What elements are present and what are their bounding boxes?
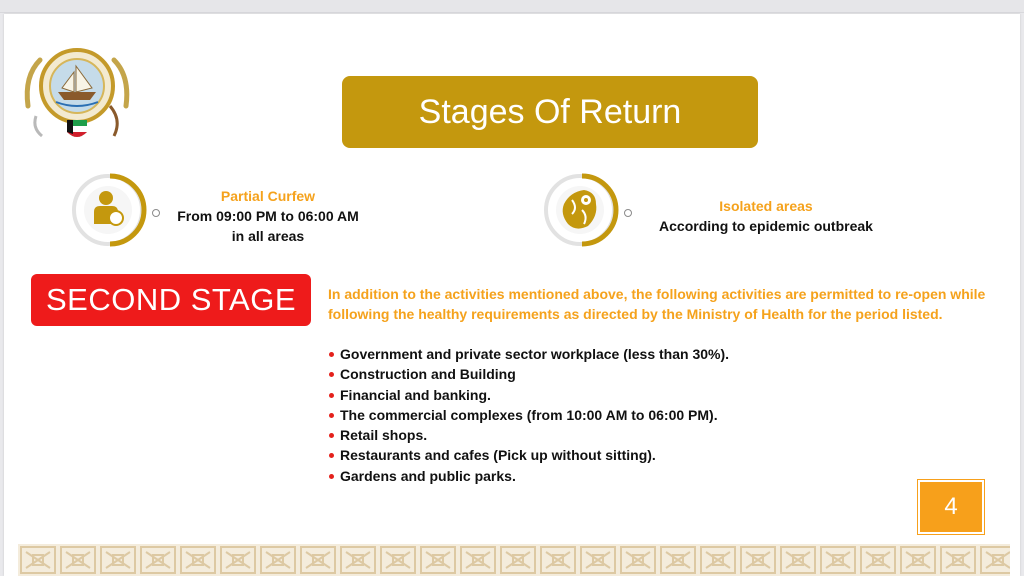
info-heading: Partial Curfew xyxy=(220,188,316,204)
slide xyxy=(4,14,1020,576)
decorative-border xyxy=(18,544,1010,576)
info-line: From 09:00 PM to 06:00 AM xyxy=(177,208,359,224)
info-text xyxy=(164,186,372,246)
list-item: Restaurants and cafes (Pick up without sitting). xyxy=(328,445,888,465)
page-number: 4 xyxy=(920,482,982,532)
person-icon xyxy=(70,170,150,250)
intro-text: In addition to the activities mentioned above, the following activities are permitted to re-open while following the healthy requirements as directed by the Ministry of Health for the period listed. xyxy=(328,286,986,322)
logo-icon xyxy=(18,36,136,154)
info-line: in all areas xyxy=(231,228,305,244)
list-item: Government and private sector workplace (less than 30%). xyxy=(328,344,888,364)
list-item: The commercial complexes (from 10:00 AM to 06:00 PM). xyxy=(328,405,888,425)
title-banner: Stages Of Return xyxy=(342,76,758,148)
list-item: Gardens and public parks. xyxy=(328,466,888,486)
activities-list xyxy=(328,344,888,486)
list-item: Construction and Building xyxy=(328,364,888,384)
info-connector-dot xyxy=(152,209,160,217)
stage-badge: SECOND STAGE xyxy=(31,274,311,326)
list-item: Financial and banking. xyxy=(328,385,888,405)
list-item: Retail shops. xyxy=(328,425,888,445)
info-connector-dot xyxy=(624,209,632,217)
top-strip xyxy=(0,0,1024,13)
info-heading: Isolated areas xyxy=(719,198,813,214)
info-line: According to epidemic outbreak xyxy=(659,218,873,234)
map-pin-icon xyxy=(542,170,622,250)
info-text xyxy=(638,196,894,236)
